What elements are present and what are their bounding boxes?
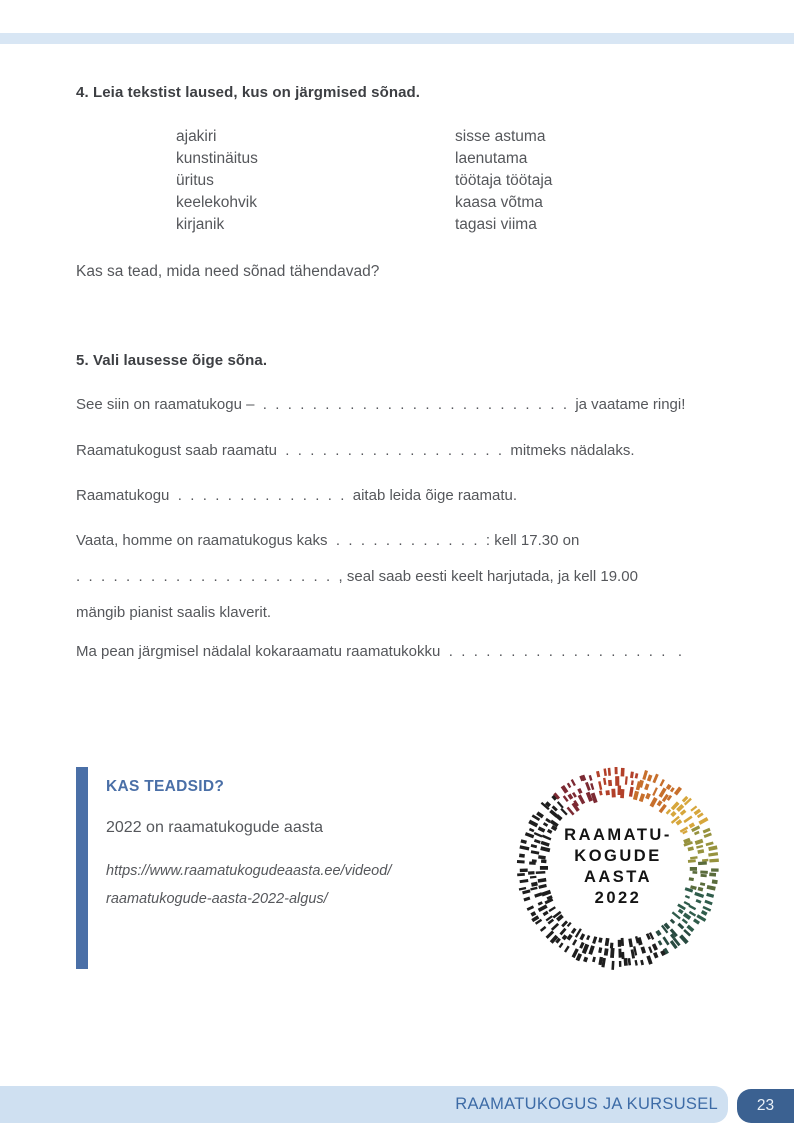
word-item: sisse astuma [455,128,546,145]
fill-in-sentence: Raamatukogust saab raamatu . . . . . . . . . . . . . . . . . . mitmeks nädalaks. [76,442,635,459]
fill-in-sentence: Ma pean järgmisel nädalal kokaraamatu raamatukokku . . . . . . . . . . . . . . . . . . . [76,643,683,660]
exercise4-question: Kas sa tead, mida need sõnad tähendavad? [76,263,380,280]
logo-text [512,825,724,909]
fill-in-sentence: See siin on raamatukogu – . . . . . . . . . . . . . . . . . . . . . . . . . ja vaatame ringi! [76,396,686,413]
top-decoration-bar [0,33,794,44]
exercise4-word-list [176,126,736,236]
fill-in-sentence: . . . . . . . . . . . . . . . . . . . . . , seal saab eesti keelt harjutada, ja kell 19.00 [76,568,638,585]
word-item: tagasi viima [455,216,537,233]
word-item: kirjanik [176,216,225,233]
word-item: kunstinäitus [176,150,258,167]
did-you-know-title: KAS TEADSID? [106,778,225,795]
word-column-right [455,126,552,236]
word-item: keelekohvik [176,194,257,211]
fill-in-sentence: Vaata, homme on raamatukogus kaks . . . . . . . . . . . . : kell 17.30 on [76,532,580,549]
word-item: ajakiri [176,128,217,145]
raamatukogude-aasta-2022-logo [512,762,724,974]
footer-section-label: RAAMATUKOGUS JA KURSUSEL [455,1095,718,1113]
fill-in-sentence: Raamatukogu . . . . . . . . . . . . . . aitab leida õige raamatu. [76,487,518,504]
fill-in-sentence: mängib pianist saalis klaverit. [76,604,272,621]
word-item: üritus [176,172,214,189]
logo-text-line: RAAMATU- [564,826,672,844]
page-number-badge [737,1089,794,1123]
word-item: laenutama [455,150,528,167]
logo-text-line: KOGUDE [574,847,662,865]
word-item: töötaja töötaja [455,172,553,189]
exercise4-title: 4. Leia tekstist laused, kus on järgmised sõnad. [76,84,421,101]
footer-bar [0,1086,728,1123]
word-item: kaasa võtma [455,194,543,211]
exercise5-title: 5. Vali lausesse õige sõna. [76,352,268,369]
logo-text-line: AASTA [583,868,653,886]
did-you-know-text: 2022 on raamatukogude aasta [106,819,324,836]
did-you-know-link-line1[interactable]: https://www.raamatukogudeaasta.ee/videod/ [106,863,392,879]
did-you-know-link-line2[interactable]: raamatukogude-aasta-2022-algus/ [106,891,328,907]
logo-text-line: 2022 [594,889,642,907]
did-you-know-accent-bar [76,767,88,969]
word-column-left [176,126,455,236]
page-number: 23 [756,1097,775,1114]
